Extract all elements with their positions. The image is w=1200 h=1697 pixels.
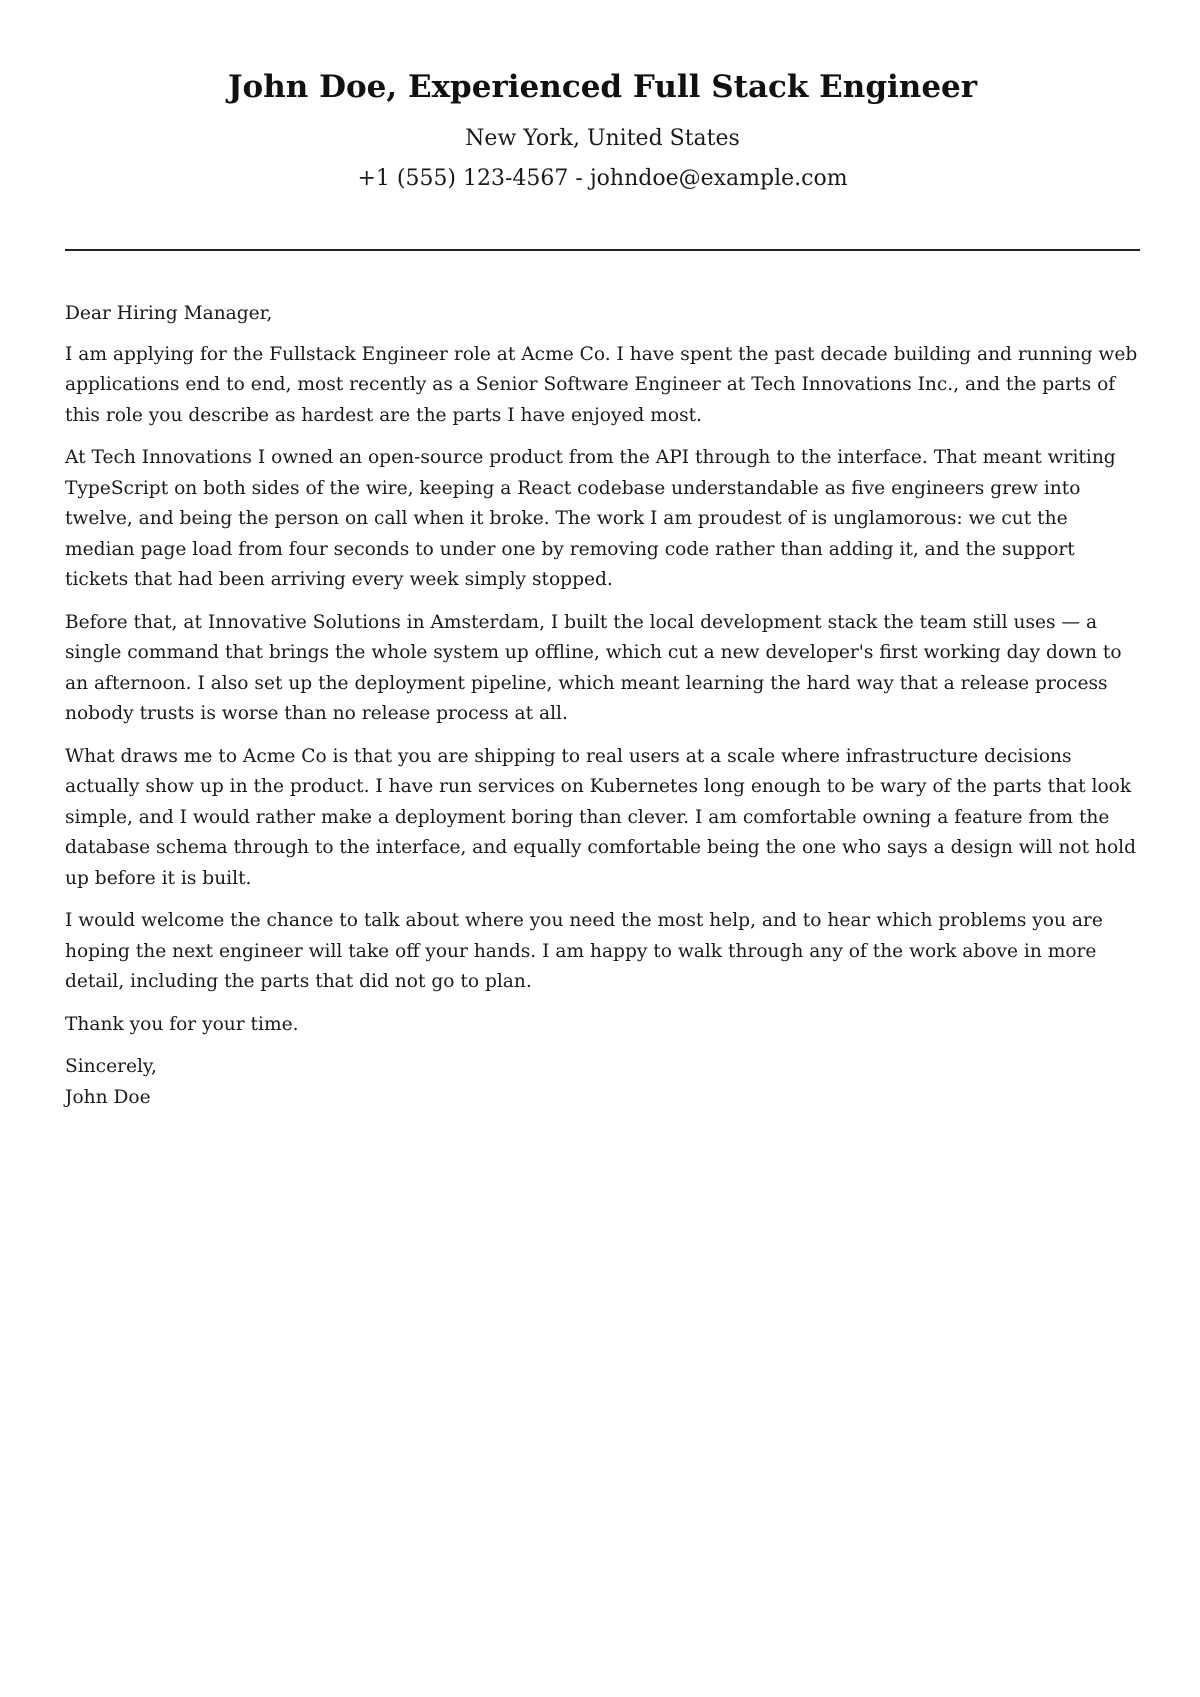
paragraph-closing-request: I would welcome the chance to talk about where you need the most help, and to hear which problems you are hoping the next engineer will take off your hands. I am happy to walk through any of the work above in more detail, including the parts that did not go to plan. [65,910,1103,992]
paragraph-tech-innovations: At Tech Innovations I owned an open-source product from the API through to the interface. That meant writing TypeScript on both sides of the wire, keeping a React codebase understandable as five engineers grew into twelve, and being the person on call when it broke. The work I am proudest of is unglamorous: we cut the median page load from four seconds to under one by removing code rather than adding it, and the support tickets that had been arriving every week simply stopped. [65,447,1116,590]
signature: John Doe [65,1086,151,1108]
header-divider [65,249,1140,251]
location-line: New York, United States [465,126,740,151]
signoff: Sincerely, [65,1056,157,1077]
salutation: Dear Hiring Manager, [65,303,273,324]
closing-block [65,1052,1143,1113]
paragraph-acme-motivation: What draws me to Acme Co is that you are shipping to real users at a scale where infrastructure decisions actually show up in the product. I have run services on Kubernetes long enough to be wary of the parts that look simple, and I would rather make a deployment boring than clever. I am comfortable owning a feature from the database schema through to the interface, and equally comfortable being the one who says a design will not hold up before it is built. [65,745,1137,889]
paragraph-intro: I am applying for the Fullstack Engineer role at Acme Co. I have spent the past decade building and running web applications end to end, most recently as a Senior Software Engineer at Tech Innovations Inc., and the parts of this role you describe as hardest are the parts I have enjoyed most. [65,343,1138,426]
contact-line: +1 (555) 123-4567 - johndoe@example.com [357,166,848,191]
thanks-line: Thank you for your time. [65,1013,299,1035]
page-title: John Doe, Experienced Full Stack Engineer [227,69,978,105]
letter-body [65,299,1143,1125]
paragraph-innovative-solutions: Before that, at Innovative Solutions in Amsterdam, I built the local development stack the team still uses — a single command that brings the whole system up offline, which cut a new developer's first working day down to an afternoon. I also set up the deployment pipeline, which meant learning the hard way that a release process nobody trusts is worse than no release process at all. [65,611,1122,724]
letter-header [65,62,1140,194]
